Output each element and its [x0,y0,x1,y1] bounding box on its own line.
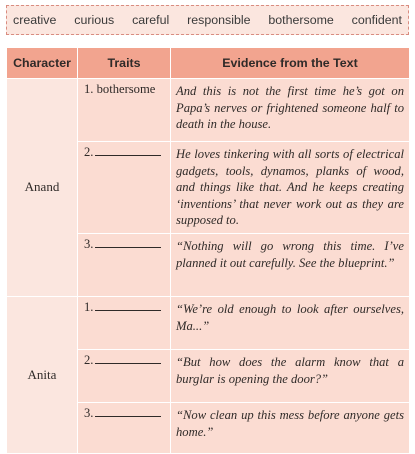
evidence-cell: And this is not the first time he’s got on Papa’s nerves or frightened someone half to death in the house. [171,79,410,142]
trait-blank-line[interactable] [95,238,161,248]
word-bank-item: creative [13,13,57,27]
trait-blank-line[interactable] [95,301,161,311]
trait-cell[interactable] [78,402,171,453]
trait-blank-line[interactable] [95,146,161,156]
trait-blank-line[interactable] [95,354,161,364]
trait-number: 2. [84,352,94,367]
trait-number: 1. [84,82,94,96]
trait-number: 3. [84,236,94,251]
trait-cell[interactable] [78,349,171,402]
evidence-cell: “Now clean up this mess before anyone gets home.” [171,402,410,453]
header-character: Character [7,48,78,79]
character-name: Anita [7,296,78,453]
trait-value: bothersome [96,82,156,96]
word-bank-item: curious [74,13,115,27]
trait-number: 1. [84,299,94,314]
header-evidence: Evidence from the Text [171,48,410,79]
word-bank [6,5,409,35]
evidence-cell: He loves tinkering with all sorts of electrical gadgets, tools, dynamos, planks of wood, and things like that. And he keeps creating ‘inventions’ that never work out as they are supposed to. [171,142,410,234]
word-bank-item: careful [132,13,170,27]
trait-cell[interactable] [78,79,171,142]
traits-table [6,47,410,454]
trait-number: 3. [84,405,94,420]
word-bank-item: responsible [187,13,251,27]
evidence-cell: “But how does the alarm know that a burglar is opening the door?” [171,349,410,402]
table-row [7,79,410,142]
evidence-cell: “We’re old enough to look after ourselves, Ma...” [171,296,410,349]
trait-cell[interactable] [78,296,171,349]
header-traits: Traits [78,48,171,79]
character-name: Anand [7,79,78,297]
evidence-cell: “Nothing will go wrong this time. I’ve planned it out carefully. See the blueprint.” [171,233,410,296]
trait-cell[interactable] [78,233,171,296]
word-bank-item: bothersome [268,13,334,27]
table-row [7,296,410,349]
trait-blank-line[interactable] [95,407,161,417]
table-header-row [7,48,410,79]
trait-cell[interactable] [78,142,171,234]
trait-number: 2. [84,145,94,159]
word-bank-item: confident [351,13,402,27]
